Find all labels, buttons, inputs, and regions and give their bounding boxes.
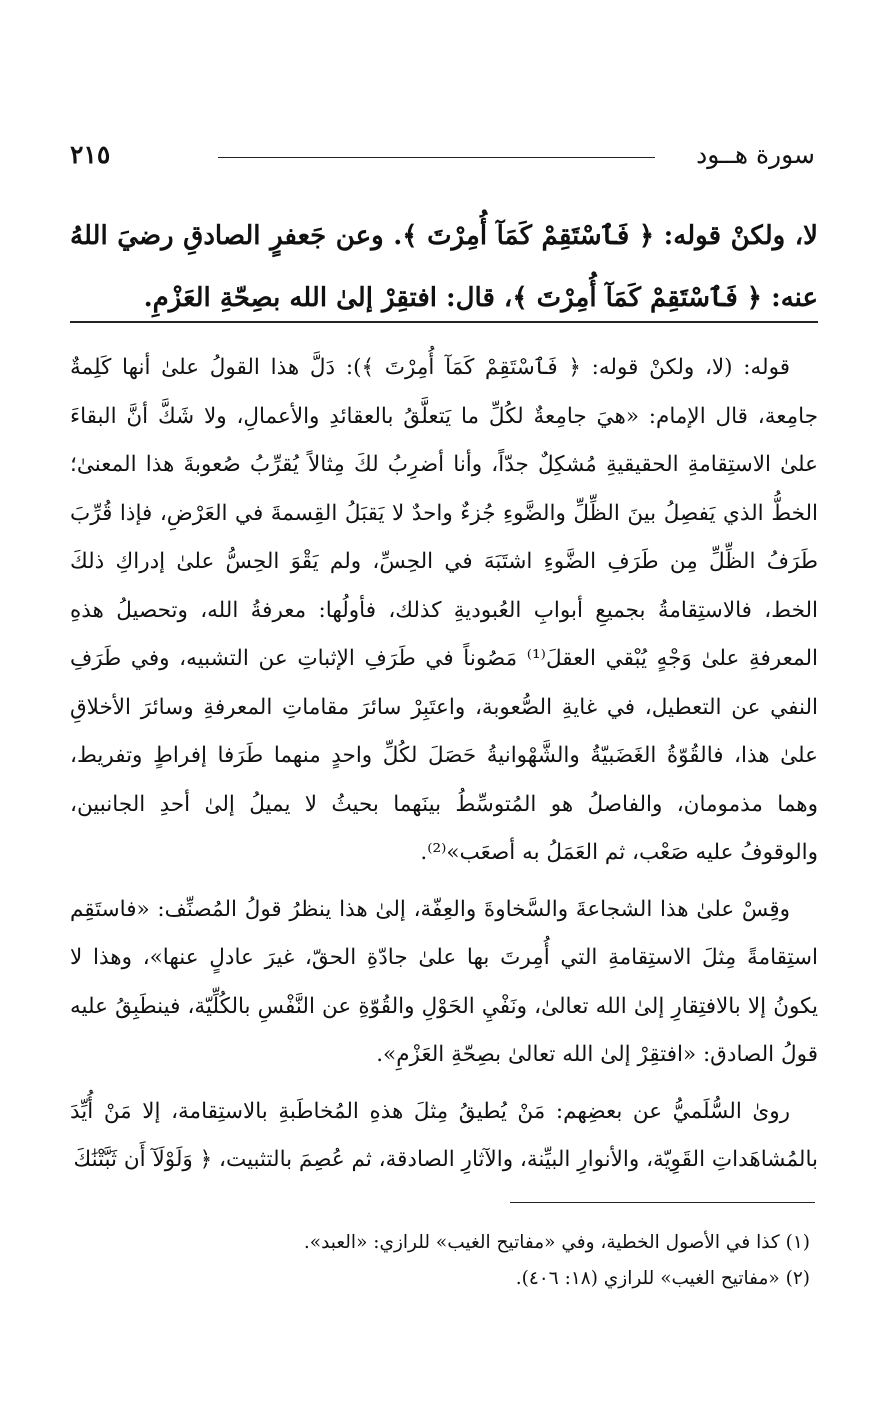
page-header (70, 140, 815, 180)
footnote: (٢) «مفاتيح الغيب» للرازي (١٨: ٤٠٦). (515, 1268, 810, 1289)
page-number: ٢١٥ (70, 140, 111, 169)
footnote: (١) كذا في الأصول الخطية، وفي «مفاتيح الغيب» للرازي: «العبد». (303, 1232, 810, 1253)
commentary-paragraph: روىٰ السُّلَميُّ عن بعضِهم: مَنْ يُطيقُ مِثلَ هذهِ المُخاطَبةِ بالاستِقامة، إلا مَنْ أُيِّدَ بالمُشاهَداتِ القَوِيّة، والأنوارِ البيِّنة، والآثارِ الصادقة، ثم عُصِمَ بالتثبيت، ﴿ وَلَوْلَآ أَن ثَبَّتْنَٰكَ (70, 1098, 818, 1172)
commentary-body (70, 344, 818, 1185)
verse-text: لا، ولكنْ قوله: ﴿ فَٱسْتَقِمْ كَمَآ أُمِرْتَ ﴾. وعن جَعفرٍ الصادقِ رضيَ اللهُ عنه: ﴿ فَٱسْتَقِمْ كَمَآ أُمِرْتَ ﴾، قال: افتقِرْ إلىٰ الله بصِحّةِ العَزْمِ. (70, 221, 818, 313)
commentary-paragraph: قوله: (لا، ولكنْ قوله: ﴿ فَٱسْتَقِمْ كَمَآ أُمِرْتَ ﴾): دَلَّ هذا القولُ علىٰ أنها كَلِمةٌ جامِعة، قال الإمام: «هيَ جامِعةٌ لكُلِّ ما يَتعلَّقُ بالعقائدِ والأعمالِ، ولا شَكَّ أنَّ البقاءَ علىٰ الاستِقامةِ الحقيقيةِ مُشكِلٌ جدّاً، وأنا أضرِبُ لكَ مِثالاً يُقرِّبُ صُعوبةَ هذا المعنىٰ؛ الخطُّ الذي يَفصِلُ بينَ الظِّلِّ والضَّوءِ جُزءٌ واحدٌ لا يَقبَلُ القِسمةَ في العَرْضِ، فإذا قُرِّبَ طَرَفُ الظِّلِّ مِن طَرَفِ الضَّوءِ اشتَبَهَ في الحِسِّ، ولم يَقْوَ الحِسُّ علىٰ إدراكِ ذلكَ الخط، فالاستِقامةُ بجميعِ أبوابِ العُبوديةِ كذلك، فأولُها: معرفةُ الله، وتحصيلُ هذهِ المعرفةِ علىٰ وَجْهٍ يُبْقي العقلَ⁽¹⁾ مَصُوناً في طَرَفِ الإثباتِ عن التشبيه، وفي طَرَفِ النفي عن التعطيل، في غايةِ الصُّعوبة، واعتَبِرْ سائرَ مقاماتِ المعرفةِ وسائرَ الأخلاقِ علىٰ هذا، فالقُوّةُ الغَضَبيّةُ والشَّهْوانيةُ حَصَلَ لكُلِّ واحدٍ منهما طَرَفا إفراطٍ وتفريط، وهما مذمومان، والفاصلُ هو المُتوسِّطُ بينَهما بحيثُ لا يميلُ إلىٰ أحدِ الجانبين، والوقوفُ عليه صَعْب، ثم العَمَلُ به أصعَب»⁽²⁾. (70, 355, 818, 865)
footnotes (70, 1225, 818, 1297)
verse-separator (70, 321, 818, 323)
surah-title: سورة هــود (696, 140, 815, 169)
footnote-rule (510, 1202, 815, 1203)
commentary-paragraph: وقِسْ علىٰ هذا الشجاعةَ والسَّخاوةَ والعِفّة، إلىٰ هذا ينظرُ قولُ المُصنِّف: «فاستَقِم استِقامةً مِثلَ الاستِقامةِ التي أُمِرتَ بها علىٰ جادّةِ الحقّ، غيرَ عادلٍ عنها»، وهذا لا يكونُ إلا بالافتِقارِ إلىٰ الله تعالىٰ، ونَفْيِ الحَوْلِ والقُوّةِ عن النَّفْسِ بالكُلِّيّة، فينطَبِقُ عليه قولُ الصادق: «افتقِرْ إلىٰ الله تعالىٰ بصِحّةِ العَزْمِ». (70, 896, 818, 1067)
header-rule (218, 157, 655, 158)
